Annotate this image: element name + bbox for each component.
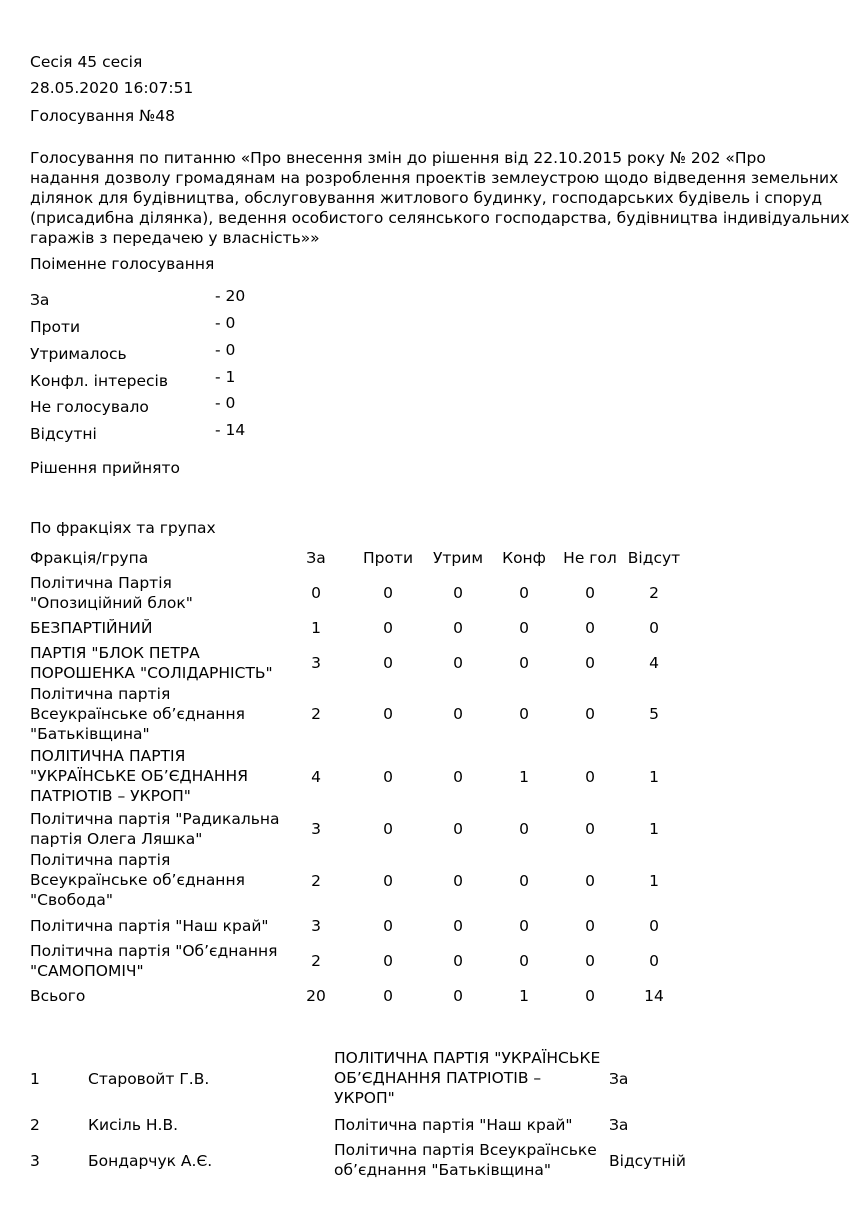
deputy-party-line: ПОЛІТИЧНА ПАРТІЯ "УКРАЇНСЬКЕ <box>334 1049 601 1067</box>
faction-cell: 4 <box>311 768 321 786</box>
faction-cell: 0 <box>383 768 393 786</box>
faction-name-line: Політична партія <box>30 685 171 703</box>
faction-name-line: Політична партія <box>30 851 171 869</box>
deputy-vote: Відсутній <box>609 1152 686 1170</box>
deputy-name: Бондарчук А.Є. <box>88 1152 213 1170</box>
faction-cell: 0 <box>453 872 463 890</box>
total-label: Конфл. інтересів <box>30 372 168 390</box>
faction-cell: 0 <box>453 705 463 723</box>
total-value: - 0 <box>215 394 236 412</box>
faction-header-name: Фракція/група <box>30 549 149 567</box>
faction-cell: 3 <box>311 820 321 838</box>
deputy-party <box>334 1115 573 1135</box>
faction-cell: 1 <box>311 619 321 637</box>
deputy-party <box>334 1140 597 1180</box>
faction-name <box>30 809 280 849</box>
total-value: - 0 <box>215 341 236 359</box>
faction-name-line: партія Олега Ляшка" <box>30 830 203 848</box>
faction-cell: 0 <box>519 917 529 935</box>
faction-cell: 0 <box>453 952 463 970</box>
faction-cell: 0 <box>519 952 529 970</box>
decision-text: Рішення прийнято <box>30 459 180 477</box>
faction-name <box>30 643 273 683</box>
faction-cell: 0 <box>383 705 393 723</box>
vote-number: Голосування №48 <box>30 107 176 125</box>
faction-cell: 0 <box>585 917 595 935</box>
faction-header-abstain: Утрим <box>432 549 484 567</box>
faction-cell: 0 <box>453 654 463 672</box>
faction-cell: 0 <box>585 952 595 970</box>
faction-name-line: Політична Партія <box>30 574 172 592</box>
faction-cell: 2 <box>311 705 321 723</box>
faction-name <box>30 916 269 936</box>
faction-cell: 0 <box>585 705 595 723</box>
faction-header-conflict: Конф <box>502 549 546 567</box>
total-label: Відсутні <box>30 425 97 443</box>
faction-cell: 0 <box>519 872 529 890</box>
faction-cell: 0 <box>383 917 393 935</box>
faction-cell: 20 <box>306 987 326 1005</box>
faction-cell: 0 <box>519 584 529 602</box>
faction-cell: 1 <box>649 820 659 838</box>
faction-cell: 0 <box>383 654 393 672</box>
faction-cell: 1 <box>519 768 529 786</box>
faction-cell: 0 <box>585 768 595 786</box>
faction-name <box>30 684 245 744</box>
faction-cell: 0 <box>649 619 659 637</box>
faction-cell: 0 <box>311 584 321 602</box>
faction-name-line: Всеукраїнське об’єднання <box>30 705 245 723</box>
deputy-vote: За <box>609 1070 629 1088</box>
faction-name-line: ПОЛІТИЧНА ПАРТІЯ <box>30 747 186 765</box>
faction-name-line: Всеукраїнське об’єднання <box>30 871 245 889</box>
faction-cell: 1 <box>649 872 659 890</box>
deputy-name: Кисіль Н.В. <box>88 1116 179 1134</box>
faction-cell: 1 <box>649 768 659 786</box>
faction-cell: 0 <box>383 987 393 1005</box>
faction-cell: 0 <box>383 952 393 970</box>
faction-cell: 0 <box>585 619 595 637</box>
deputy-party-line: об’єднання "Батьківщина" <box>334 1161 552 1179</box>
faction-cell: 3 <box>311 917 321 935</box>
faction-name <box>30 573 193 613</box>
total-label: Утрималось <box>30 345 127 363</box>
faction-cell: 0 <box>453 987 463 1005</box>
faction-name-line: Політична партія "Радикальна <box>30 810 280 828</box>
factions-title: По фракціях та групах <box>30 519 216 537</box>
vote-datetime: 28.05.2020 16:07:51 <box>30 79 194 97</box>
faction-cell: 2 <box>311 952 321 970</box>
faction-cell: 0 <box>519 820 529 838</box>
faction-cell: 0 <box>383 619 393 637</box>
faction-name-line: ПАТРІОТІВ – УКРОП" <box>30 787 191 805</box>
faction-cell: 0 <box>585 820 595 838</box>
faction-cell: 2 <box>311 872 321 890</box>
subject-line: ділянок для будівництва, обслуговування житлового будинку, господарських будівель і споруд <box>30 189 823 207</box>
deputy-name: Старовойт Г.В. <box>88 1070 210 1088</box>
subject-line: (присадибна ділянка), ведення особистого селянського господарства, будівництва індивідуальних <box>30 209 850 227</box>
total-value: - 0 <box>215 314 236 332</box>
faction-cell: 0 <box>649 917 659 935</box>
faction-cell: 0 <box>519 705 529 723</box>
faction-name-line: ПОРОШЕНКА "СОЛІДАРНІСТЬ" <box>30 664 273 682</box>
total-label: Проти <box>30 318 81 336</box>
faction-name-line: Всього <box>30 987 86 1005</box>
deputy-number: 3 <box>30 1152 40 1170</box>
faction-cell: 0 <box>453 917 463 935</box>
faction-cell: 14 <box>644 987 664 1005</box>
faction-header-not-voted: Не гол <box>563 549 617 567</box>
faction-cell: 0 <box>649 952 659 970</box>
deputy-number: 1 <box>30 1070 40 1088</box>
deputy-party <box>334 1048 600 1108</box>
faction-cell: 0 <box>519 654 529 672</box>
faction-cell: 0 <box>519 619 529 637</box>
vote-type: Поіменне голосування <box>30 255 215 273</box>
deputy-party-line: Політична партія Всеукраїнське <box>334 1141 597 1159</box>
faction-header-against: Проти <box>362 549 414 567</box>
faction-cell: 0 <box>453 820 463 838</box>
faction-name-line: БЕЗПАРТІЙНИЙ <box>30 619 153 637</box>
faction-cell: 0 <box>453 584 463 602</box>
deputy-number: 2 <box>30 1116 40 1134</box>
total-value: - 1 <box>215 368 236 386</box>
faction-cell: 0 <box>585 987 595 1005</box>
faction-cell: 0 <box>383 584 393 602</box>
faction-header-absent: Відсут <box>627 549 681 567</box>
faction-cell: 0 <box>383 872 393 890</box>
total-value: - 20 <box>215 287 246 305</box>
faction-cell: 0 <box>383 820 393 838</box>
faction-cell: 0 <box>585 584 595 602</box>
faction-cell: 3 <box>311 654 321 672</box>
faction-name <box>30 941 278 981</box>
faction-name <box>30 618 152 638</box>
faction-cell: 1 <box>519 987 529 1005</box>
total-label: Не голосувало <box>30 398 149 416</box>
faction-cell: 4 <box>649 654 659 672</box>
total-label: За <box>30 291 50 309</box>
faction-name <box>30 850 245 910</box>
faction-name-line: "Свобода" <box>30 891 113 909</box>
session-label: Сесія 45 сесія <box>30 53 143 71</box>
faction-name-line: ПАРТІЯ "БЛОК ПЕТРА <box>30 644 200 662</box>
deputy-party-line: УКРОП" <box>334 1089 395 1107</box>
faction-name <box>30 746 248 806</box>
subject-line: надання дозволу громадянам на розроблення проектів землеустрою щодо відведення земельних <box>30 169 839 187</box>
faction-cell: 0 <box>453 619 463 637</box>
faction-cell: 0 <box>585 872 595 890</box>
faction-name-line: "САМОПОМІЧ" <box>30 962 144 980</box>
deputy-party-line: Політична партія "Наш край" <box>334 1116 573 1134</box>
deputy-vote: За <box>609 1116 629 1134</box>
subject-line: гаражів з передачею у власність»» <box>30 229 320 247</box>
faction-cell: 0 <box>585 654 595 672</box>
deputy-party-line: ОБ’ЄДНАННЯ ПАТРІОТІВ – <box>334 1069 542 1087</box>
faction-cell: 0 <box>453 768 463 786</box>
faction-name-line: Політична партія "Наш край" <box>30 917 269 935</box>
subject-line: Голосування по питанню «Про внесення змін до рішення від 22.10.2015 року № 202 «Про <box>30 149 766 167</box>
faction-cell: 2 <box>649 584 659 602</box>
faction-name-line: "Опозиційний блок" <box>30 594 193 612</box>
faction-name-line: "УКРАЇНСЬКЕ ОБ’ЄДНАННЯ <box>30 767 248 785</box>
faction-name <box>30 986 85 1006</box>
subject-text <box>30 148 849 248</box>
faction-header-for: За <box>306 549 326 567</box>
faction-name-line: "Батьківщина" <box>30 725 150 743</box>
faction-cell: 5 <box>649 705 659 723</box>
faction-name-line: Політична партія "Об’єднання <box>30 942 278 960</box>
total-value: - 14 <box>215 421 246 439</box>
